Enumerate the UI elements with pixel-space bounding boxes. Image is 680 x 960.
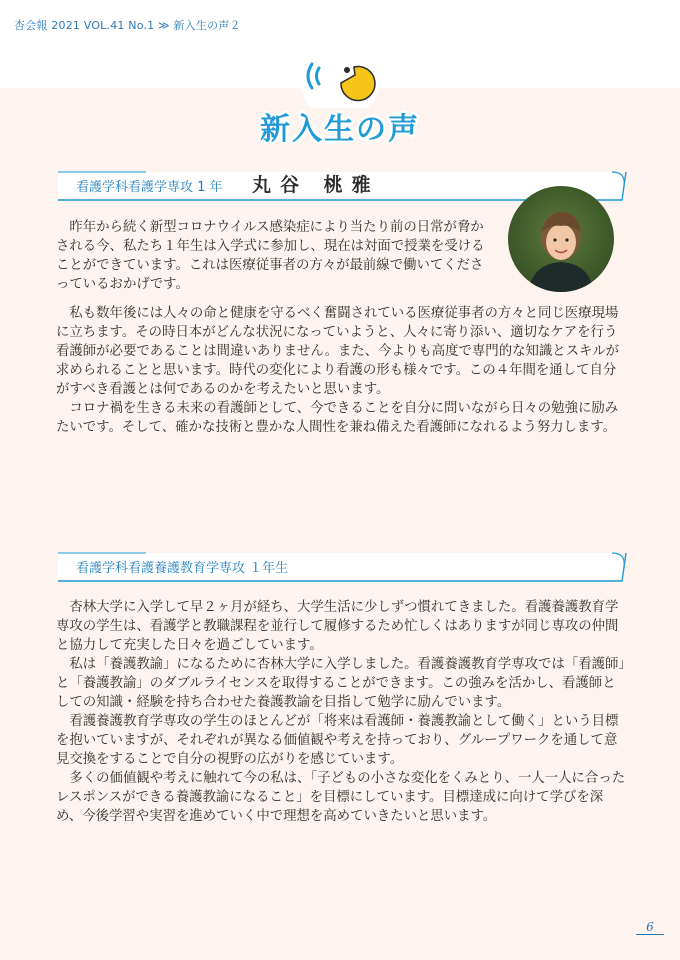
section2-label: 看護学科看護養護教育学専攻 １年生 xyxy=(76,561,289,576)
section1-label: 看護学科看護学専攻 1 年 xyxy=(76,180,223,195)
section1-paragraph-2: 私も数年後には人々の命と健康を守るべく奮闘されている医療従事者の方々と同じ医療現場に立ちます。その時日本がどんな状況になっていようと、人々に寄り添い、適切なケアを行う看護師が必要であることは間違いありません。また、今よりも高度で専門的な知識とスキルが求められることと思います。時代の変化により看護の形も様々です。この４年間を通して自分がすべき看護とは何であるのかを考えたいと思います。 xyxy=(56,306,620,397)
section1-paragraph-1: 昨年から続く新型コロナウイルス感染症により当たり前の日常が脅かされる今、私たち１年生は入学式に参加し、現在は対面で授業を受けることができています。これは医療従事者の方々が最前線で働いてくださっているおかげです。 xyxy=(56,220,485,292)
section1-student-name: 丸谷 桃雅 xyxy=(252,174,380,196)
student-portrait xyxy=(508,186,614,292)
page-title: 新入生の声 xyxy=(260,112,420,147)
section2-paragraph-3: 看護養護教育学専攻の学生のほとんどが「将来は看護師・養護教諭として働く」という目標を抱いていますが、それぞれが異なる価値観や考えを持っており、グループワークを通して意見交換をすることで自分の視野の広がりを感じています。 xyxy=(56,714,619,767)
running-head: 杏会報 2021 VOL.41 No.1 ≫ 新入生の声２ xyxy=(14,19,241,32)
section2-paragraph-1: 杏林大学に入学して早２ヶ月が経ち、大学生活に少しずつ慣れてきました。看護養護教育学専攻の学生は、看護学と教職課程を並行して履修するため忙しくはありますが同じ専攻の仲間と協力して充実した日々を過ごしています。 xyxy=(56,600,619,653)
section2-body xyxy=(56,598,628,826)
section1-paragraph-3: コロナ禍を生きる未来の看護師として、今できることを自分に問いながら日々の勉強に励みたいです。そして、確かな技術と豊かな人間性を兼ね備えた看護師になれるよう努力します。 xyxy=(56,401,619,435)
section2-paragraph-2: 私は「養護教諭」になるために杏林大学に入学しました。看護養護教育学専攻では「看護師」と「養護教諭」のダブルライセンスを取得することができます。この強みを活かし、看護師としての知識・経験を持ち合わせた養護教諭を目指して勉学に励んでいます。 xyxy=(56,657,626,710)
section2-header xyxy=(56,549,628,583)
section1-body-rest xyxy=(56,304,628,437)
page-number: 6 xyxy=(636,920,664,935)
sound-mascot-icon xyxy=(297,44,383,108)
section2-paragraph-4: 多くの価値観や考えに触れて今の私は、「子どもの小さな変化をくみとり、一人一人に合ったレスポンスができる養護教諭になること」を目標にしています。目標達成に向けて学びを深め、今後学習や実習を進めていく中で理想を高めていきたいと思います。 xyxy=(56,771,626,824)
